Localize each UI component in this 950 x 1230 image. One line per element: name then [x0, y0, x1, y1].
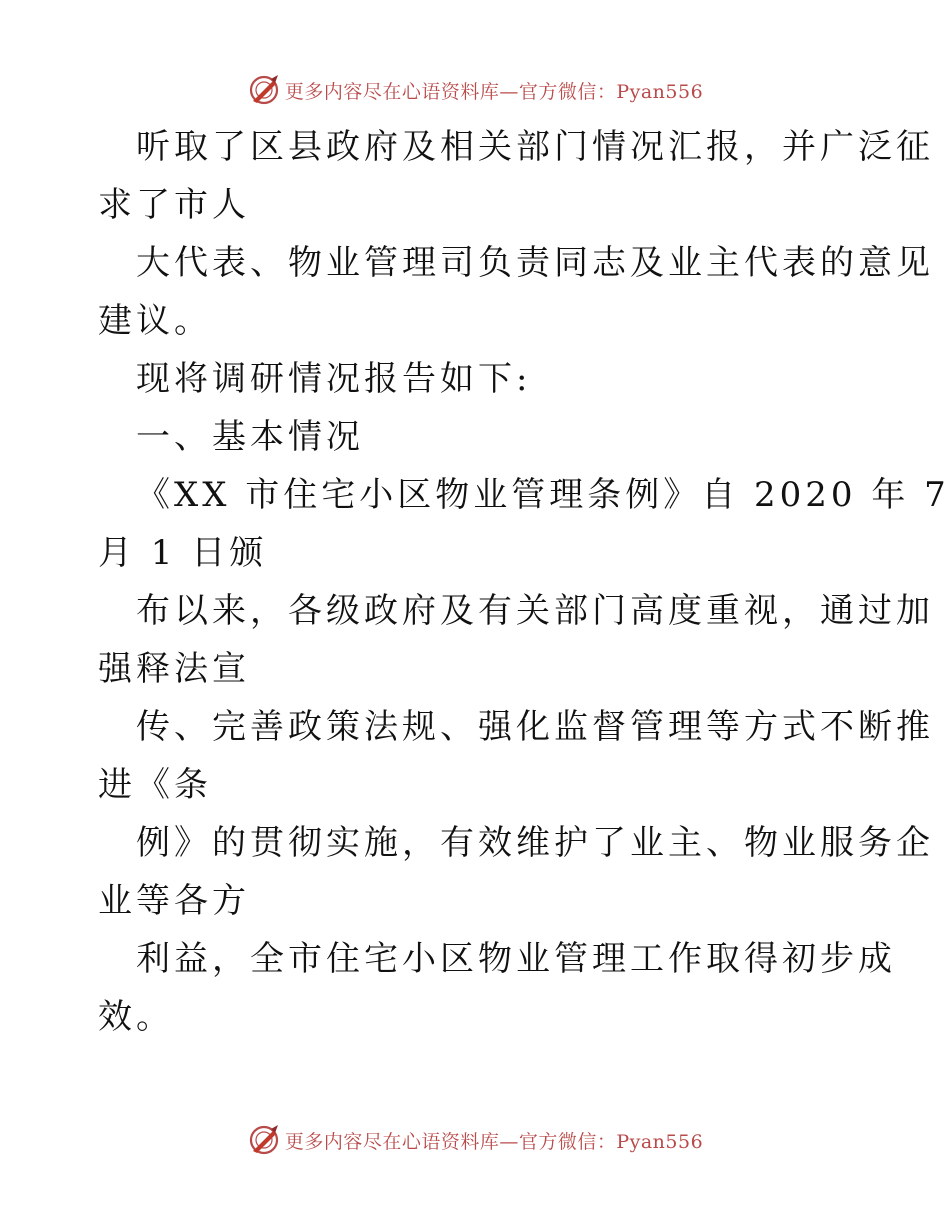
document-body: [98, 118, 950, 1046]
text-line: 进《条: [98, 765, 212, 805]
watermark-text: 更多内容尽在心语资料库—官方微信：Pyan556: [284, 1130, 704, 1153]
watermark-text: 更多内容尽在心语资料库—官方微信：Pyan556: [284, 80, 704, 103]
text-line: 听取了区县政府及相关部门情况汇报，并广泛征: [136, 127, 934, 167]
text-line: 传、完善政策法规、强化监督管理等方式不断推: [136, 707, 934, 747]
footer-watermark: [0, 1120, 950, 1160]
text-line: 建议。: [98, 301, 212, 341]
text-line: 业等各方: [98, 881, 250, 921]
text-line: 月 1 日颁: [98, 533, 268, 573]
text-line: 例》的贯彻实施，有效维护了业主、物业服务企: [136, 823, 934, 863]
section-heading: 一、基本情况: [136, 417, 364, 457]
quill-logo-icon: [247, 73, 281, 107]
text-line: 现将调研情况报告如下:: [136, 359, 532, 399]
text-line: 求了市人: [98, 185, 250, 225]
quill-logo-icon: [247, 1123, 281, 1157]
header-watermark: [0, 70, 950, 110]
text-line: 大代表、物业管理司负责同志及业主代表的意见: [136, 243, 934, 283]
text-line: 《XX 市住宅小区物业管理条例》自 2020 年 7: [136, 475, 950, 515]
text-line: 利益，全市住宅小区物业管理工作取得初步成: [136, 939, 896, 979]
text-line: 布以来，各级政府及有关部门高度重视，通过加: [136, 591, 934, 631]
text-line: 强释法宣: [98, 649, 250, 689]
text-line: 效。: [98, 997, 174, 1037]
